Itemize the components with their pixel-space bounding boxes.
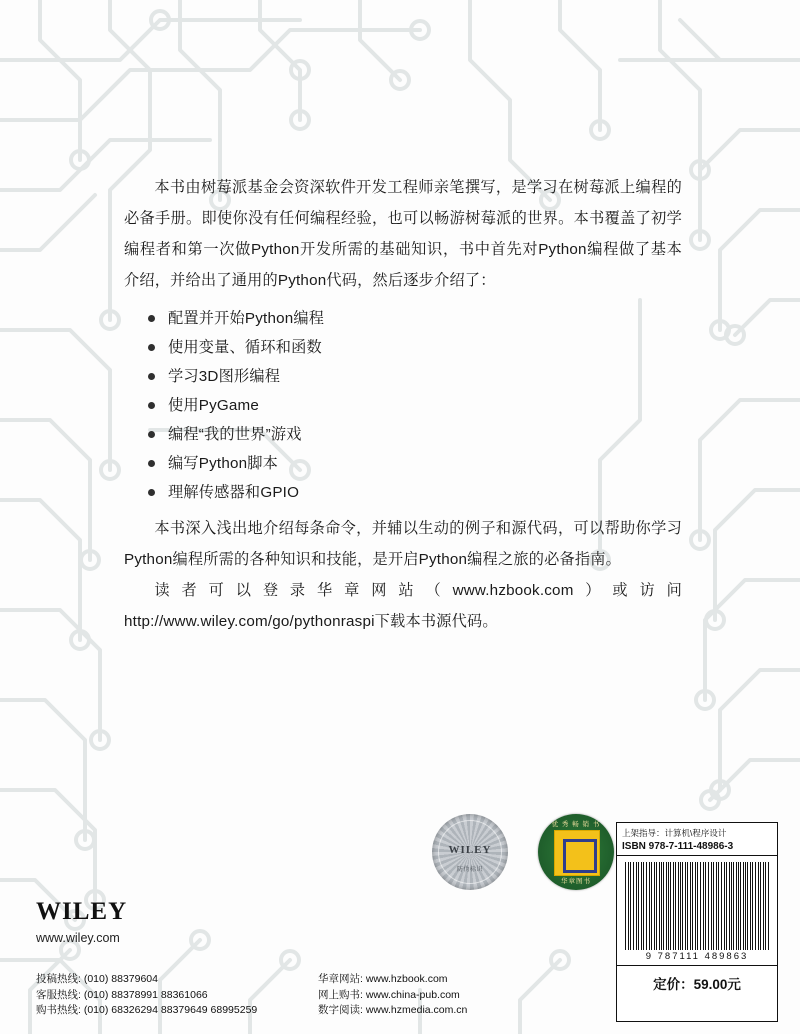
contact-label: 华章网站: xyxy=(318,973,363,985)
contact-row xyxy=(36,1003,257,1019)
shelf-guide-label: 上架指导：计算机\程序设计 xyxy=(622,828,727,838)
list-item: 理解传感器和GPIO xyxy=(146,478,682,507)
isbn-barcode-block xyxy=(616,822,778,1022)
description-paragraph-3: 读者可以登录华章网站（www.hzbook.com）或访问http://www.wiley.com/go/pythonraspi下载本书源代码。 xyxy=(124,582,682,630)
list-item: 学习3D图形编程 xyxy=(146,362,682,391)
contact-row xyxy=(36,988,257,1004)
contact-label: 投稿热线: xyxy=(36,973,81,985)
publisher-url[interactable]: www.wiley.com xyxy=(36,931,120,945)
contact-row xyxy=(318,1003,467,1019)
barcode-image xyxy=(625,862,769,950)
contact-left-column xyxy=(36,972,257,1019)
description-paragraph-2: 本书深入浅出地介绍每条命令，并辅以生动的例子和源代码，可以帮助你学习Python编程所需的各种知识和技能，是开启Python编程之旅的必备指南。 xyxy=(124,520,682,568)
price-label: 定价：59.00元 xyxy=(653,977,741,992)
list-item: 使用PyGame xyxy=(146,391,682,420)
book-description xyxy=(124,172,682,637)
contact-label: 网上购书: xyxy=(318,988,363,1001)
contact-value[interactable]: www.china-pub.com xyxy=(365,988,460,1001)
barcode-digits: 9 787111 489863 xyxy=(617,950,777,966)
anti-counterfeit-seal xyxy=(432,814,508,890)
contact-value: (010) 68326294 88379649 68995259 xyxy=(83,1004,258,1016)
feature-list xyxy=(124,304,682,507)
badge-emblem-icon xyxy=(554,830,600,876)
seal-sub-text: 防伪标识 xyxy=(456,867,483,873)
contact-value[interactable]: www.hzbook.com xyxy=(365,973,448,985)
contact-value: (010) 88379604 xyxy=(83,973,158,985)
contact-row xyxy=(318,972,467,988)
list-item: 使用变量、循环和函数 xyxy=(146,333,682,362)
badge-bottom-text: 华章图书 xyxy=(561,878,591,885)
list-item: 配置并开始Python编程 xyxy=(146,304,682,333)
contact-value: (010) 88378991 88361066 xyxy=(83,988,208,1001)
bestseller-badge xyxy=(538,814,614,890)
contact-value[interactable]: www.hzmedia.com.cn xyxy=(365,1004,468,1016)
list-item: 编写Python脚本 xyxy=(146,449,682,478)
badge-top-text: 优 秀 畅 销 书 xyxy=(551,821,601,828)
contact-row xyxy=(36,972,257,988)
contact-right-column xyxy=(318,972,467,1019)
contact-row xyxy=(318,988,467,1004)
seal-brand-text: WILEY xyxy=(448,844,492,856)
list-item: 编程“我的世界”游戏 xyxy=(146,420,682,449)
publisher-logo: WILEY xyxy=(36,898,128,925)
contact-label: 数字阅读: xyxy=(318,1004,363,1016)
contact-label: 客服热线: xyxy=(36,988,81,1001)
isbn-number: ISBN 978-7-111-48986-3 xyxy=(617,839,777,856)
contact-label: 购书热线: xyxy=(36,1004,81,1016)
description-paragraph-1: 本书由树莓派基金会资深软件开发工程师亲笔撰写，是学习在树莓派上编程的必备手册。即使你没有任何编程经验，也可以畅游树莓派的世界。本书覆盖了初学编程者和第一次做Python开发所需的基础知识，书中首先对Python编程做了基本介绍，并给出了通用的Python代码，然后逐步介绍了： xyxy=(124,179,682,289)
